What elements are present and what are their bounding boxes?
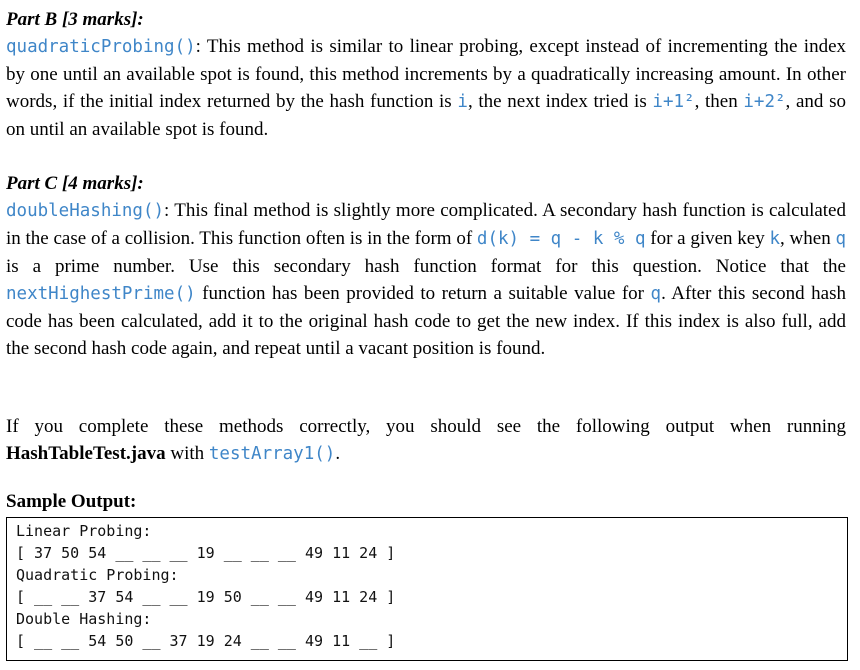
outro-text-1: If you complete these methods correctly, you should see the following output when running	[6, 416, 846, 437]
part-b-paragraph	[6, 33, 846, 143]
quadratic-probing-method: quadraticProbing()	[6, 37, 196, 57]
part-b-text-4: , and so on until an available spot is found.	[6, 91, 846, 140]
var-q-2: q	[650, 284, 662, 304]
part-b-text-1: : This method is similar to linear probing, except instead of incrementing the index by one until an available spot is found, this method increments by a quadratically increasing amount. In other words, if the initial index returned by the hash function is	[6, 36, 846, 112]
test-file-name: HashTableTest.java	[6, 443, 166, 464]
outro-paragraph	[6, 413, 846, 468]
var-k: k	[769, 229, 781, 249]
part-b-text-3: , then	[694, 91, 744, 112]
test-array-method: testArray1()	[208, 444, 336, 464]
part-c-text-5: function has been provided to return a suitable value for	[195, 283, 651, 304]
part-c-text-6: . After this second hash code has been calculated, add it to the original hash code to get the new index. If this index is also full, add the second hash code again, and repeat until a vacant position is found.	[6, 283, 847, 359]
sample-line-double-array: [ __ __ 54 50 __ 37 19 24 __ __ 49 11 __ ]	[16, 632, 396, 650]
part-b-heading: Part B [3 marks]:	[6, 9, 144, 30]
double-hashing-method: doubleHashing()	[6, 201, 165, 221]
part-c-text-4: is a prime number. Use this secondary hash function format for this question. Notice that the	[6, 256, 846, 277]
expr-i-plus-2-sq: i+2²	[743, 92, 786, 112]
part-c-paragraph	[6, 197, 846, 362]
part-b-text-2: , the next index tried is	[467, 91, 653, 112]
sample-line-quadratic-array: [ __ __ 37 54 __ __ 19 50 __ __ 49 11 24 ]	[16, 588, 396, 606]
part-c-text-2: for a given key	[645, 228, 770, 249]
outro-text-2: with	[165, 443, 209, 464]
sample-line-linear-array: [ 37 50 54 __ __ __ 19 __ __ __ 49 11 24 ]	[16, 544, 396, 562]
part-c-text-1: : This final method is slightly more complicated. A secondary hash function is calculated in the case of a collision. This function often is in the form of	[6, 200, 846, 249]
expr-i-plus-1-sq: i+1²	[652, 92, 695, 112]
sample-output-box	[6, 517, 848, 661]
part-c-heading: Part C [4 marks]:	[6, 173, 144, 194]
outro-text-3: .	[335, 443, 341, 464]
part-c-text-3: , when	[780, 228, 836, 249]
sample-line-double-label: Double Hashing:	[16, 610, 152, 628]
sample-line-linear-label: Linear Probing:	[16, 522, 152, 540]
sample-output-title: Sample Output:	[6, 491, 137, 512]
var-i: i	[457, 92, 468, 112]
var-q: q	[835, 229, 847, 249]
next-highest-prime-method: nextHighestPrime()	[6, 284, 196, 304]
secondary-hash-formula: d(k) = q - k % q	[476, 229, 646, 249]
sample-line-quadratic-label: Quadratic Probing:	[16, 566, 179, 584]
